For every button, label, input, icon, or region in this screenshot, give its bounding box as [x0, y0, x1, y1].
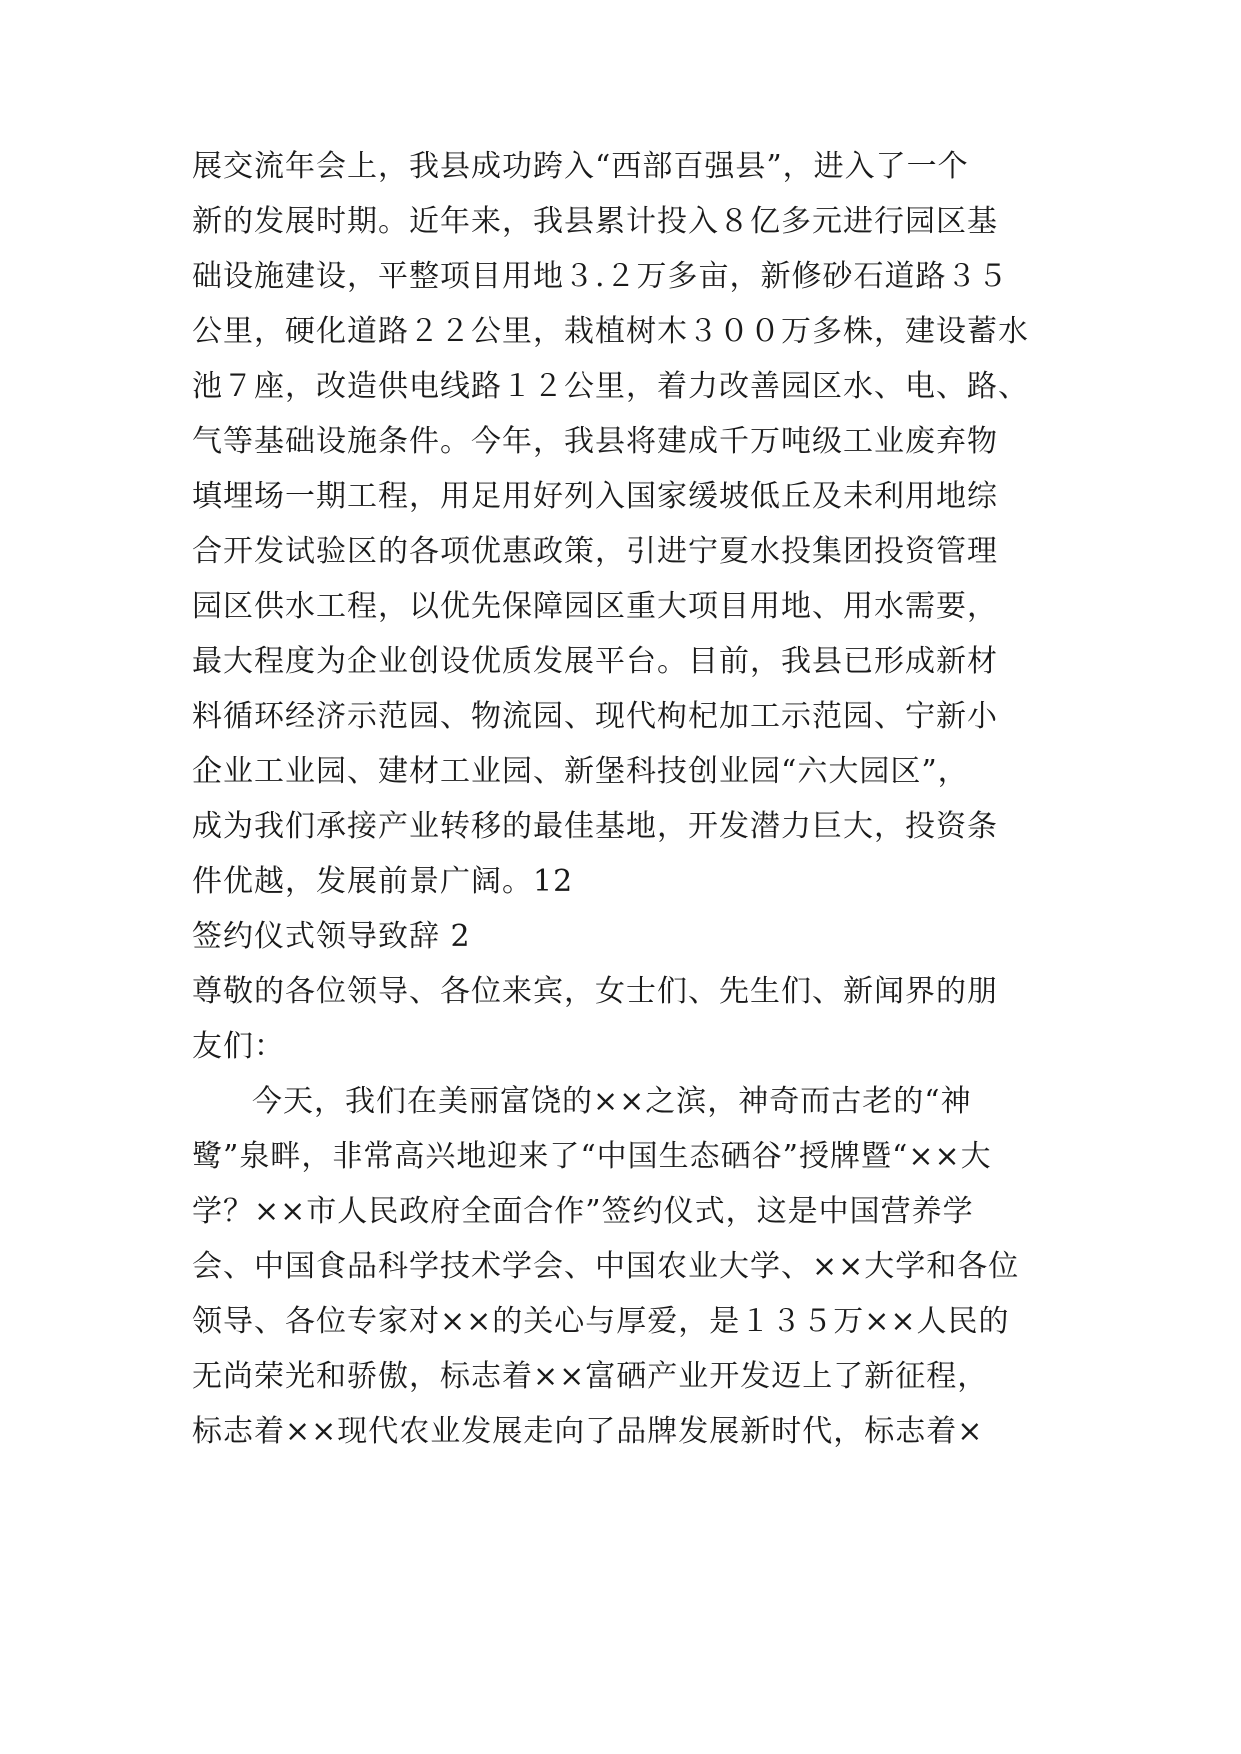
- salutation-line: 友们：: [192, 1029, 285, 1064]
- text-line: 展交流年会上，我县成功跨入“西部百强县”，进入了一个: [192, 149, 969, 184]
- text-line: 成为我们承接产业转移的最佳基地，开发潜力巨大，投资条: [192, 809, 998, 844]
- text-line: 无尚荣光和骄傲，标志着××富硒产业开发迈上了新征程，: [192, 1359, 989, 1394]
- text-line: 企业工业园、建材工业园、新堡科技创业园“六大园区”，: [192, 754, 969, 789]
- text-line: 合开发试验区的各项优惠政策，引进宁夏水投集团投资管理: [192, 534, 998, 569]
- text-line: 新的发展时期。近年来，我县累计投入８亿多元进行园区基: [192, 204, 998, 239]
- text-line: 件优越，发展前景广阔。12: [192, 864, 574, 899]
- text-line: 最大程度为企业创设优质发展平台。目前，我县已形成新材: [192, 644, 998, 679]
- text-line: 池７座，改造供电线路１２公里，着力改善园区水、电、路、: [192, 369, 1029, 404]
- text-line: 领导、各位专家对××的关心与厚爱，是１３５万××人民的: [192, 1304, 1010, 1339]
- text-line: 公里，硬化道路２２公里，栽植树木３００万多株，建设蓄水: [192, 314, 1029, 349]
- text-line: 标志着××现代农业发展走向了品牌发展新时代，标志着×: [192, 1414, 984, 1449]
- text-line: 础设施建设，平整项目用地３.２万多亩，新修砂石道路３５: [192, 259, 1009, 294]
- text-line: 鹭”泉畔，非常高兴地迎来了“中国生态硒谷”授牌暨“××大: [192, 1139, 992, 1174]
- section-heading: 签约仪式领导致辞 2: [192, 919, 471, 954]
- text-line: 料循环经济示范园、物流园、现代枸杞加工示范园、宁新小: [192, 699, 998, 734]
- text-line: 今天，我们在美丽富饶的××之滨，神奇而古老的“神: [252, 1084, 972, 1119]
- text-line: 园区供水工程，以优先保障园区重大项目用地、用水需要，: [192, 589, 998, 624]
- text-line: 学？××市人民政府全面合作”签约仪式，这是中国营养学: [192, 1194, 974, 1229]
- text-line: 填埋场一期工程，用足用好列入国家缓坡低丘及未利用地综: [192, 479, 998, 514]
- text-line: 会、中国食品科学技术学会、中国农业大学、××大学和各位: [192, 1249, 1020, 1284]
- salutation-line: 尊敬的各位领导、各位来宾，女士们、先生们、新闻界的朋: [192, 974, 998, 1009]
- text-line: 气等基础设施条件。今年，我县将建成千万吨级工业废弃物: [192, 424, 998, 459]
